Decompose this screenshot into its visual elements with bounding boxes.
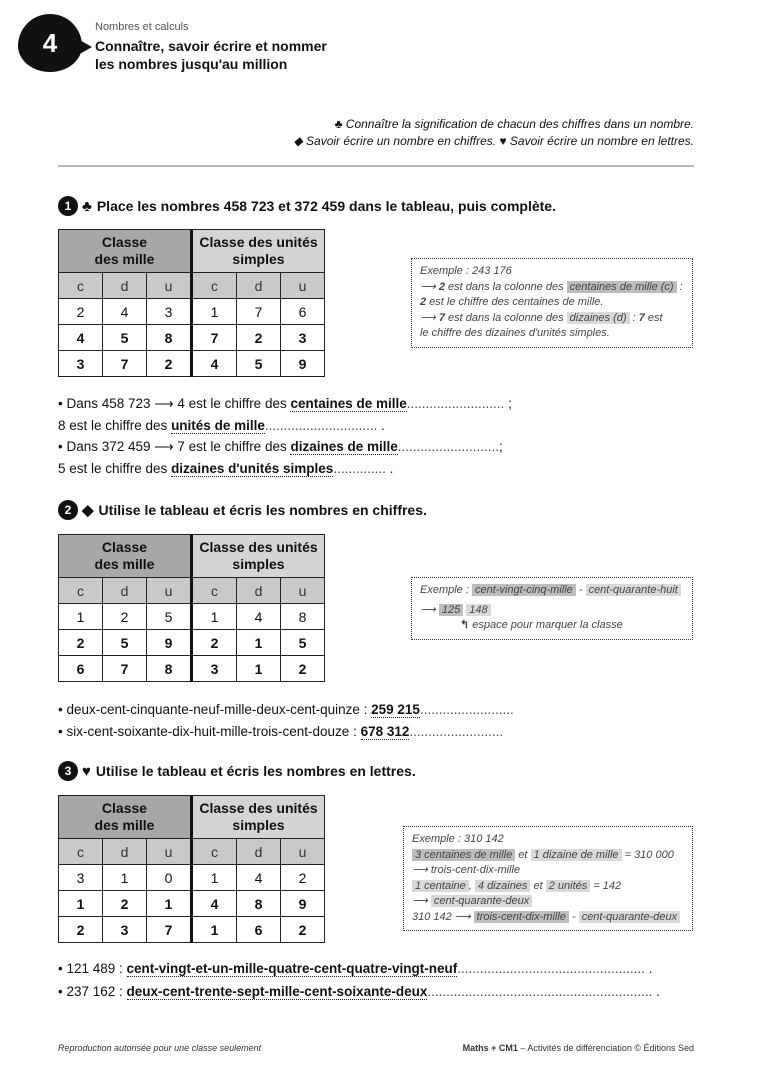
diamond-icon: ◆ bbox=[82, 502, 94, 519]
col-header: d bbox=[237, 839, 281, 865]
table-row bbox=[59, 351, 325, 377]
table-cell: 2 bbox=[103, 604, 147, 630]
table-cell: 1 bbox=[192, 865, 237, 891]
exercise-3-heading bbox=[58, 761, 416, 781]
example-box-1: Exemple : 243 176 ⟶ 2 est dans la colonne des centaines de mille (c) : 2 est le chiffre des centaines de mille. ⟶ 7 est dans la colonne des dizaines (d) : 7 est le chiffre des dizaines d'unités simples. bbox=[411, 258, 693, 348]
table-row bbox=[59, 604, 325, 630]
lesson-number: 4 bbox=[42, 27, 58, 58]
table-cell: 4 bbox=[103, 299, 147, 325]
place-value-table-2 bbox=[58, 534, 325, 682]
exercise-number: 3 bbox=[58, 761, 78, 781]
answer: dizaines d'unités simples bbox=[171, 461, 334, 476]
table-cell: 3 bbox=[281, 325, 325, 351]
table-cell: 4 bbox=[192, 351, 237, 377]
table-row bbox=[59, 325, 325, 351]
header-classe-unites: Classe des unités simples bbox=[192, 535, 325, 578]
example-box-3: Exemple : 310 142 3 centaines de mille et 1 dizaine de mille = 310 000 ⟶ trois-cent-dix-mille 1 centaine , 4 dizaines et 2 unités = 142 ⟶ cent-quarante-deux 310 142 ⟶ trois-cent-dix-mille - cent-quarante-deux bbox=[403, 826, 693, 931]
col-header: u bbox=[147, 273, 192, 299]
table-cell: 4 bbox=[237, 865, 281, 891]
table-cell: 1 bbox=[192, 917, 237, 943]
table-cell: 1 bbox=[192, 604, 237, 630]
col-header: d bbox=[103, 839, 147, 865]
answer-line: • 237 162 : deux-cent-trente-sept-mille-cent-soixante-deux............................................................ . bbox=[58, 984, 660, 999]
table-cell: 2 bbox=[103, 891, 147, 917]
club-icon: ♣ bbox=[82, 197, 92, 215]
divider bbox=[58, 165, 694, 167]
col-header: u bbox=[147, 839, 192, 865]
title-line-2: les nombres jusqu'au million bbox=[95, 56, 288, 72]
table-row bbox=[59, 865, 325, 891]
table-cell: 9 bbox=[281, 351, 325, 377]
table-cell: 1 bbox=[237, 630, 281, 656]
table-cell: 5 bbox=[103, 630, 147, 656]
table-cell: 5 bbox=[103, 325, 147, 351]
col-header: c bbox=[192, 578, 237, 604]
col-header: u bbox=[281, 273, 325, 299]
answer: 678 312 bbox=[360, 724, 410, 739]
exercise-1-heading bbox=[58, 196, 556, 216]
table-cell: 3 bbox=[192, 656, 237, 682]
header-classe-mille: Classe des mille bbox=[59, 535, 192, 578]
header-classe-unites: Classe des unités simples bbox=[192, 230, 325, 273]
answer-line: • Dans 372 459 ⟶ 7 est le chiffre des dizaines de mille...........................; bbox=[58, 439, 503, 454]
table-cell: 1 bbox=[103, 865, 147, 891]
table-cell: 1 bbox=[59, 891, 103, 917]
table-cell: 5 bbox=[237, 351, 281, 377]
exercise-instruction: Utilise le tableau et écris les nombres en chiffres. bbox=[98, 502, 427, 518]
table-cell: 1 bbox=[192, 299, 237, 325]
exercise-instruction: Utilise le tableau et écris les nombres en lettres. bbox=[95, 763, 416, 779]
exercise-instruction: Place les nombres 458 723 et 372 459 dans le tableau, puis complète. bbox=[96, 198, 556, 214]
table-cell: 8 bbox=[147, 656, 192, 682]
table-cell: 6 bbox=[237, 917, 281, 943]
answer-line: 8 est le chiffre des unités de mille.............................. . bbox=[58, 418, 385, 433]
table-cell: 1 bbox=[59, 604, 103, 630]
answer-line: • 121 489 : cent-vingt-et-un-mille-quatre-cent-quatre-vingt-neuf.................................................. . bbox=[58, 961, 653, 976]
answer: cent-vingt-et-un-mille-quatre-cent-quatre-vingt-neuf bbox=[126, 961, 458, 976]
col-header: c bbox=[192, 273, 237, 299]
objective-1: ♣ Connaître la signification de chacun des chiffres dans un nombre. bbox=[334, 117, 694, 131]
table-row bbox=[59, 630, 325, 656]
table-cell: 2 bbox=[59, 630, 103, 656]
answer-line: • Dans 458 723 ⟶ 4 est le chiffre des centaines de mille.......................... ; bbox=[58, 396, 512, 411]
table-cell: 4 bbox=[237, 604, 281, 630]
answer-line: 5 est le chiffre des dizaines d'unités simples.............. . bbox=[58, 461, 394, 476]
header-classe-mille: Classe des mille bbox=[59, 796, 192, 839]
col-header: u bbox=[147, 578, 192, 604]
table-cell: 7 bbox=[192, 325, 237, 351]
answer: centaines de mille bbox=[290, 396, 407, 411]
table-cell: 5 bbox=[147, 604, 192, 630]
table-cell: 2 bbox=[281, 917, 325, 943]
answer: 259 215 bbox=[371, 702, 420, 717]
heart-icon: ♥ bbox=[82, 762, 91, 780]
lesson-number-badge bbox=[18, 14, 82, 72]
corner-arrow-icon: ↰ bbox=[460, 619, 473, 631]
table-cell: 9 bbox=[147, 630, 192, 656]
table-cell: 1 bbox=[237, 656, 281, 682]
table-cell: 7 bbox=[147, 917, 192, 943]
table-cell: 3 bbox=[59, 351, 103, 377]
table-cell: 2 bbox=[237, 325, 281, 351]
table-cell: 6 bbox=[59, 656, 103, 682]
table-cell: 2 bbox=[281, 656, 325, 682]
table-row bbox=[59, 656, 325, 682]
table-cell: 1 bbox=[147, 891, 192, 917]
answer: dizaines de mille bbox=[290, 439, 398, 454]
exercise-number: 2 bbox=[58, 500, 78, 520]
table-cell: 5 bbox=[281, 630, 325, 656]
table-cell: 8 bbox=[281, 604, 325, 630]
table-row bbox=[59, 891, 325, 917]
col-header: u bbox=[281, 578, 325, 604]
col-header: c bbox=[192, 839, 237, 865]
col-header: d bbox=[103, 273, 147, 299]
table-row bbox=[59, 299, 325, 325]
answer: unités de mille bbox=[171, 418, 265, 433]
header-classe-mille: Classe des mille bbox=[59, 230, 192, 273]
place-value-table-1 bbox=[58, 229, 325, 377]
answer-line: • deux-cent-cinquante-neuf-mille-deux-cent-quinze : 259 215......................... bbox=[58, 702, 514, 717]
table-cell: 2 bbox=[147, 351, 192, 377]
table-cell: 7 bbox=[103, 656, 147, 682]
answer-line: • six-cent-soixante-dix-huit-mille-trois-cent-douze : 678 312......................... bbox=[58, 724, 504, 739]
place-value-table-3 bbox=[58, 795, 325, 943]
table-cell: 2 bbox=[192, 630, 237, 656]
col-header: d bbox=[103, 578, 147, 604]
lesson-title bbox=[95, 37, 327, 73]
table-cell: 3 bbox=[103, 917, 147, 943]
table-cell: 4 bbox=[192, 891, 237, 917]
header-classe-unites: Classe des unités simples bbox=[192, 796, 325, 839]
footer-right: Maths + CM1 – Activités de différenciation © Éditions Sed bbox=[462, 1043, 694, 1053]
table-cell: 2 bbox=[59, 917, 103, 943]
answer: deux-cent-trente-sept-mille-cent-soixante-deux bbox=[126, 984, 428, 999]
col-header: u bbox=[281, 839, 325, 865]
col-header: c bbox=[59, 273, 103, 299]
table-cell: 3 bbox=[59, 865, 103, 891]
table-cell: 8 bbox=[237, 891, 281, 917]
category-label: Nombres et calculs bbox=[95, 21, 189, 33]
col-header: c bbox=[59, 839, 103, 865]
example-box-2: Exemple : cent-vingt-cinq-mille - cent-quarante-huit ⟶ 125 148 ↰ espace pour marquer la classe bbox=[411, 577, 693, 640]
table-row bbox=[59, 917, 325, 943]
table-cell: 7 bbox=[103, 351, 147, 377]
table-cell: 2 bbox=[281, 865, 325, 891]
table-cell: 0 bbox=[147, 865, 192, 891]
table-cell: 8 bbox=[147, 325, 192, 351]
col-header: d bbox=[237, 273, 281, 299]
table-cell: 7 bbox=[237, 299, 281, 325]
col-header: c bbox=[59, 578, 103, 604]
table-cell: 3 bbox=[147, 299, 192, 325]
col-header: d bbox=[237, 578, 281, 604]
objective-2: ◆ Savoir écrire un nombre en chiffres. ♥ Savoir écrire un nombre en lettres. bbox=[293, 134, 694, 148]
table-cell: 4 bbox=[59, 325, 103, 351]
title-line-1: Connaître, savoir écrire et nommer bbox=[95, 38, 327, 54]
exercise-2-heading bbox=[58, 500, 427, 520]
table-cell: 2 bbox=[59, 299, 103, 325]
exercise-number: 1 bbox=[58, 196, 78, 216]
table-cell: 9 bbox=[281, 891, 325, 917]
footer-left: Reproduction autorisée pour une classe seulement bbox=[58, 1043, 262, 1053]
table-cell: 6 bbox=[281, 299, 325, 325]
